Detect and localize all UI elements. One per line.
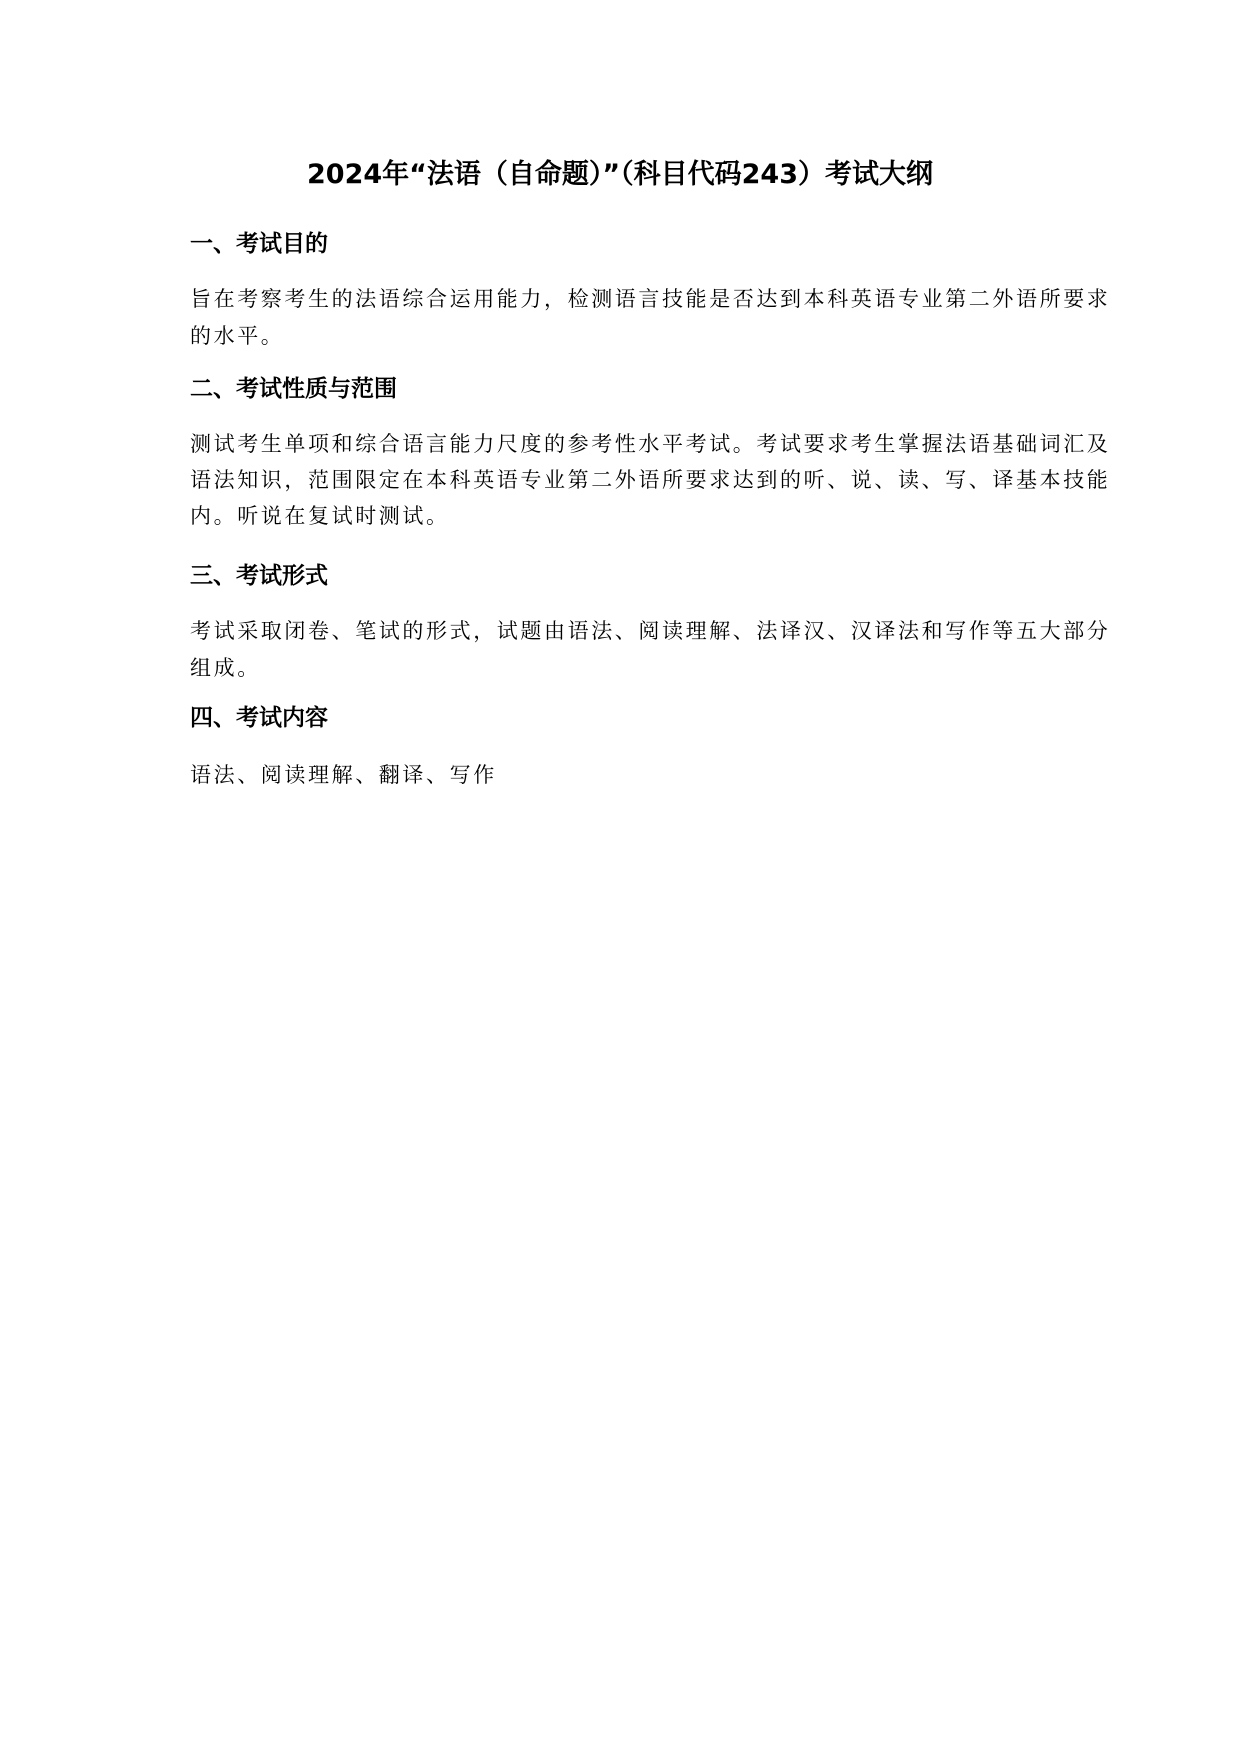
document-title: 2024年“法语（自命题）”（科目代码243）考试大纲 xyxy=(307,159,933,190)
paragraph-line: 考试采取闭卷、笔试的形式，试题由语法、阅读理解、法译汉、汉译法和写作等五大部分 xyxy=(190,619,1111,643)
paragraph-line: 组成。 xyxy=(190,656,261,680)
section-heading-purpose: 一、考试目的 xyxy=(190,231,328,257)
section-heading-content: 四、考试内容 xyxy=(190,705,328,731)
paragraph-line: 的水平。 xyxy=(190,324,285,348)
paragraph-line: 语法知识，范围限定在本科英语专业第二外语所要求达到的听、说、读、写、译基本技能 xyxy=(190,468,1111,492)
paragraph-line: 语法、阅读理解、翻译、写作 xyxy=(190,763,497,787)
section-heading-nature-scope: 二、考试性质与范围 xyxy=(190,376,397,402)
paragraph-line: 测试考生单项和综合语言能力尺度的参考性水平考试。考试要求考生掌握法语基础词汇及 xyxy=(190,432,1111,456)
paragraph-line: 内。听说在复试时测试。 xyxy=(190,504,450,528)
paragraph-line: 旨在考察考生的法语综合运用能力，检测语言技能是否达到本科英语专业第二外语所要求 xyxy=(190,287,1111,311)
section-heading-format: 三、考试形式 xyxy=(190,563,328,589)
